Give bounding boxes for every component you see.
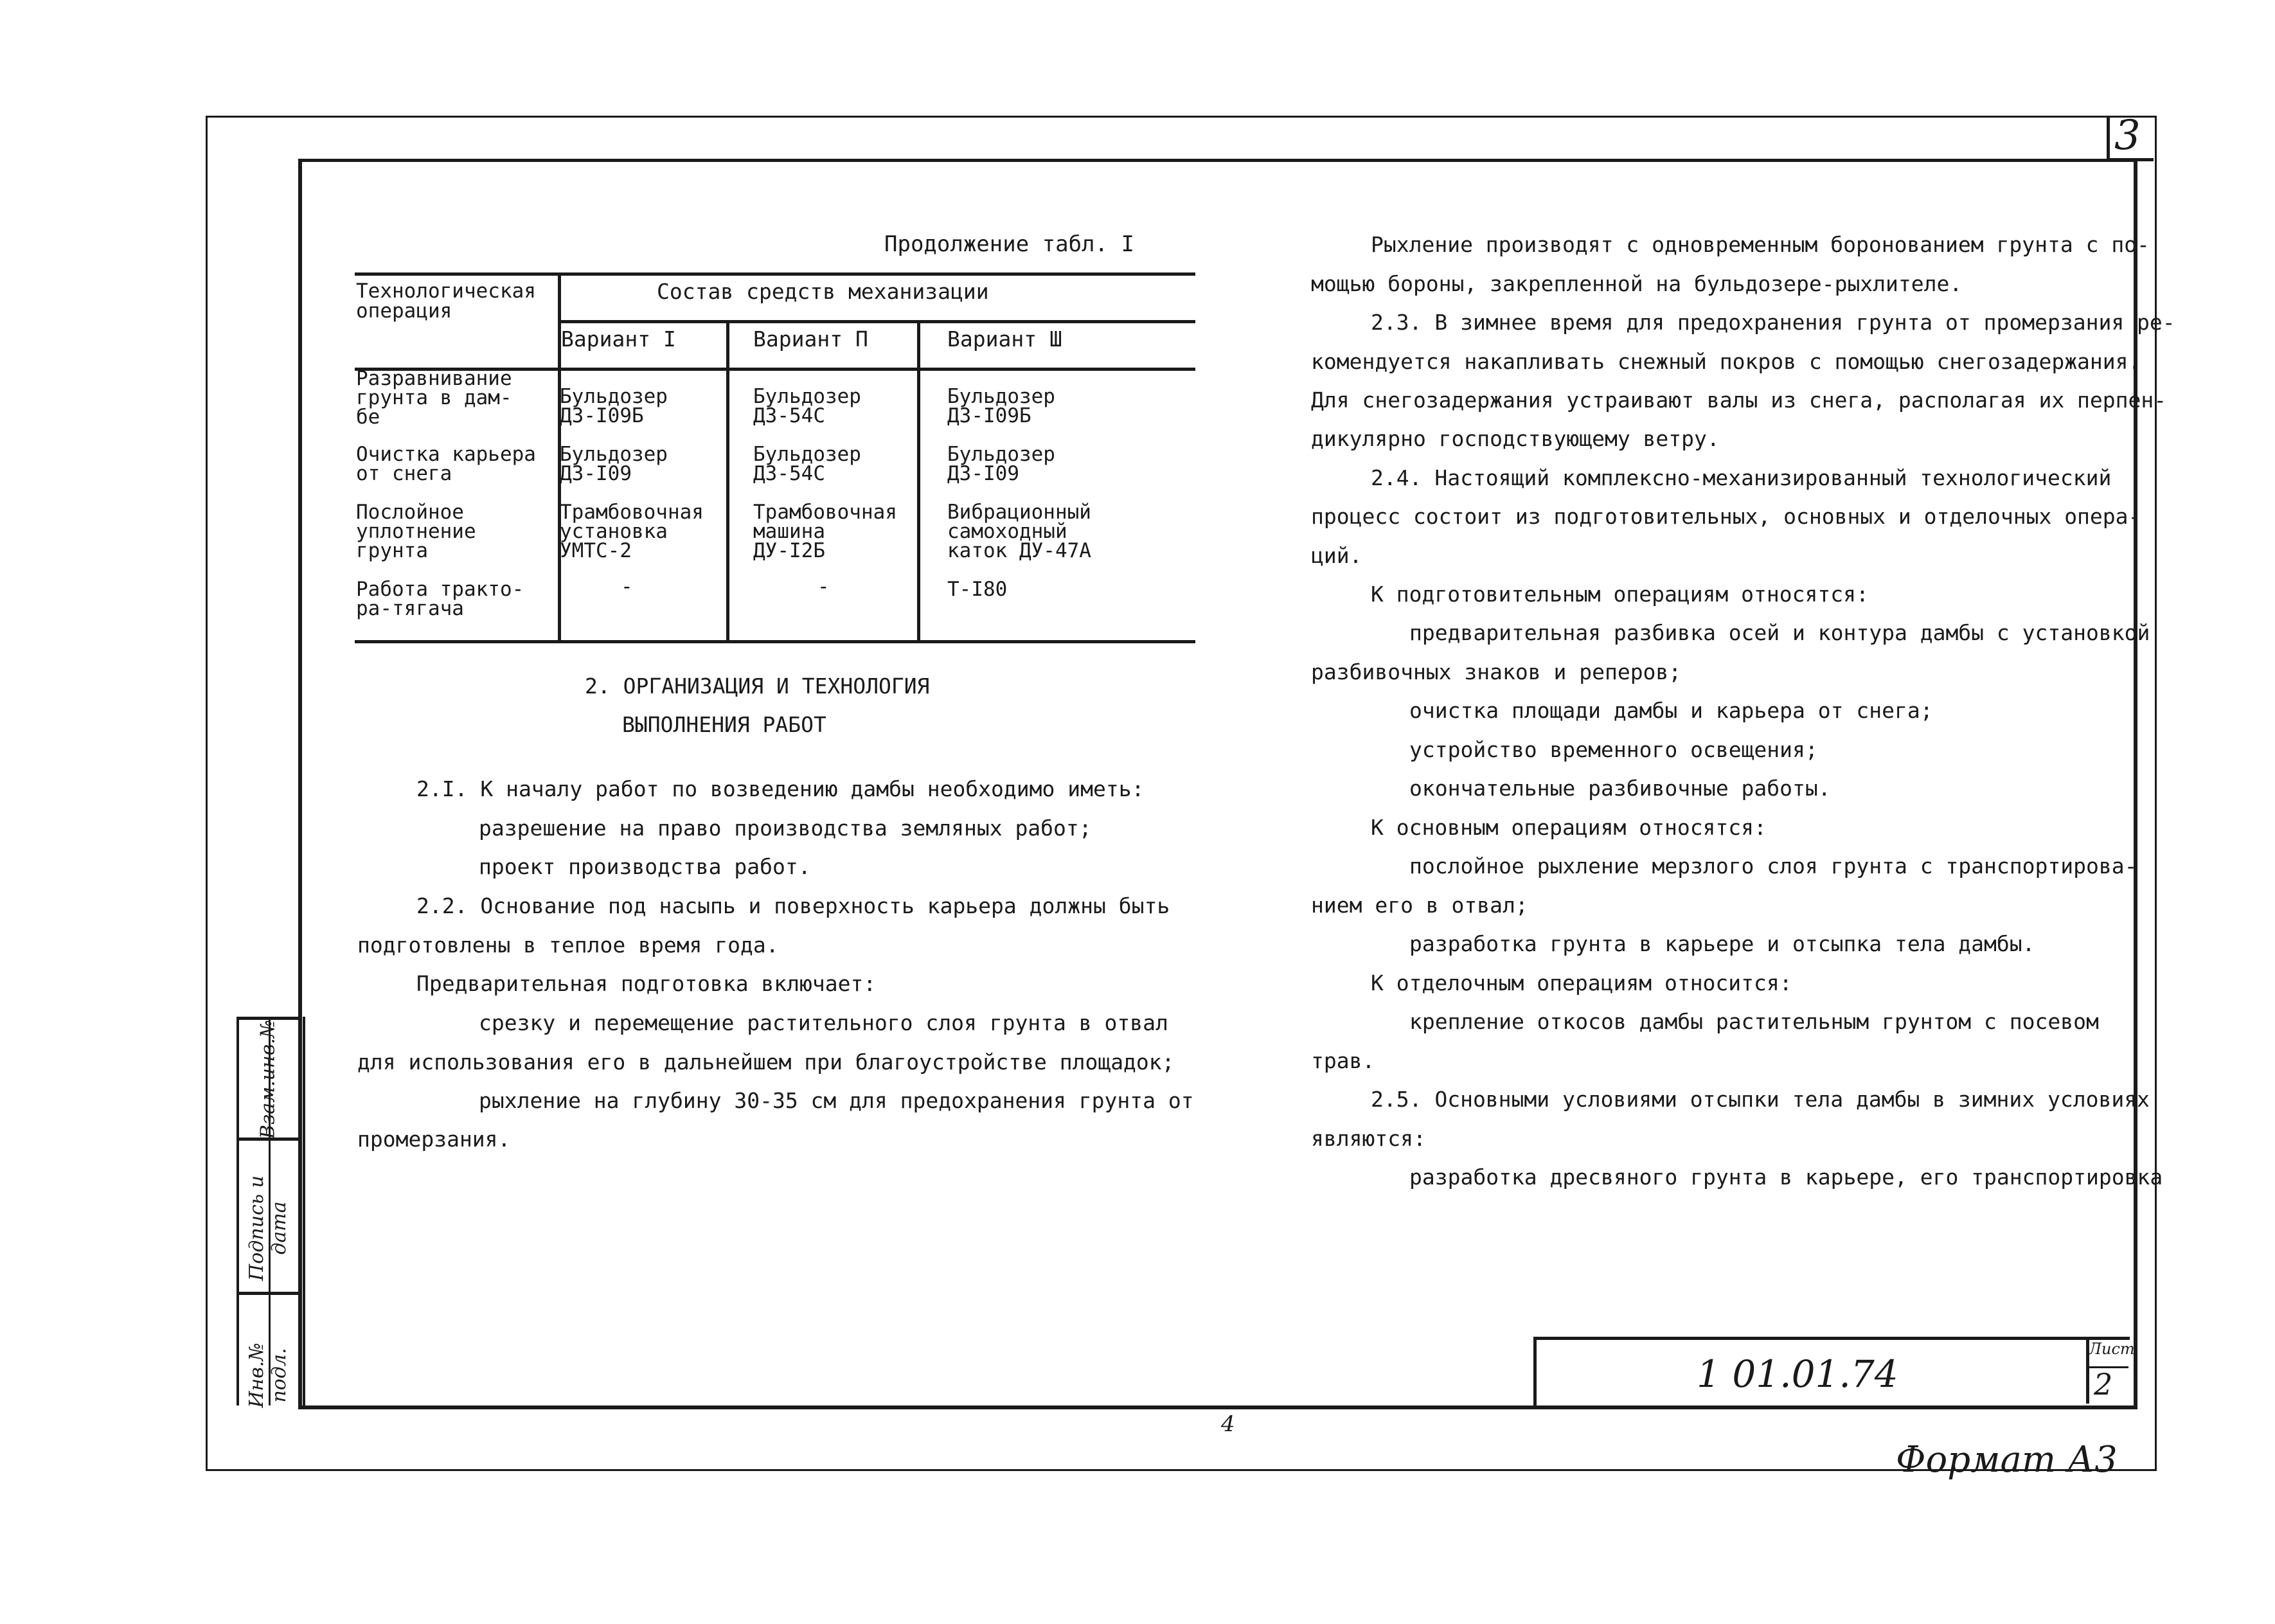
right-line: послойное рыхление мерзлого слоя грунта с транспортирова-: [1409, 853, 2137, 879]
left-line: 2.2. Основание под насыпь и поверхность карьера должны быть: [416, 893, 1170, 918]
table-group-rule: [558, 320, 1195, 323]
document-code: 1 01.01.74: [1697, 1352, 1898, 1396]
stamp-label-inv: Инв.№ подл.: [245, 1343, 290, 1408]
right-line: мощью бороны, закрепленной на бульдозере-рыхлителе.: [1311, 271, 1963, 296]
right-line: разбивочных знаков и реперов;: [1311, 659, 1682, 684]
table-cell-v1: Бульдозер ДЗ-I09Б: [560, 385, 668, 427]
table-bottom-rule: [355, 640, 1195, 643]
right-line: 2.3. В зимнее время для предохранения грунта от промерзания ре-: [1371, 310, 2175, 335]
left-line: срезку и перемещение растительного слоя грунта в отвал: [479, 1010, 1168, 1035]
right-line: комендуется накапливать снежный покров с помощью снегозадержания.: [1311, 349, 2141, 374]
right-line: К основным операциям относятся:: [1371, 815, 1767, 840]
table-header-group: Состав средств механизации: [657, 279, 989, 304]
table-cell-op: Очистка карьера от снега: [356, 443, 536, 485]
stamp-label-signature: Подпись и дата: [245, 1175, 290, 1281]
right-line: 2.4. Настоящий комплексно-механизированный технологический: [1371, 465, 2112, 490]
table-cell-v2: Бульдозер ДЗ-54С: [753, 385, 861, 427]
table-col-rule: [917, 320, 920, 641]
right-line: К отделочным операциям относится:: [1371, 970, 1792, 995]
table-caption: Продолжение табл. I: [884, 231, 1134, 257]
table-cell-v2: -: [817, 575, 830, 598]
table-cell-op: Работа тракто- ра-тягача: [356, 578, 524, 620]
right-line: процесс состоит из подготовительных, основных и отделочных опера-: [1311, 504, 2141, 529]
right-line: ций.: [1311, 543, 1362, 568]
table-cell-v1: Трамбовочная установка УМТС-2: [560, 501, 704, 562]
table-header-variant-3: Вариант Ш: [947, 326, 1062, 352]
table-header-operation: Технологическая операция: [356, 280, 536, 323]
right-line: устройство временного освещения;: [1409, 737, 1818, 762]
right-line: разработка грунта в карьере и отсыпка тела дамбы.: [1409, 931, 2035, 956]
right-line: крепление откосов дамбы растительным грунтом с посевом: [1409, 1009, 2099, 1034]
table-cell-v1: Бульдозер ДЗ-I09: [560, 443, 668, 485]
table-header-variant-1: Вариант I: [561, 326, 676, 352]
table-cell-v3: Бульдозер ДЗ-I09: [947, 443, 1055, 485]
table-cell-op: Послойное уплотнение грунта: [356, 501, 476, 562]
right-line: К подготовительным операциям относятся:: [1371, 582, 1869, 607]
right-line: разработка дресвяного грунта в карьере, его транспортировка: [1409, 1164, 2163, 1190]
table-top-rule: [355, 272, 1195, 276]
right-line: окончательные разбивочные работы.: [1409, 776, 1831, 801]
right-line: Для снегозадержания устраивают валы из снега, располагая их перпен-: [1311, 388, 2167, 413]
sheet-number: 2: [2094, 1367, 2113, 1402]
right-line: очистка площади дамбы и карьера от снега;: [1409, 698, 1933, 723]
table-cell-op: Разравнивание грунта в дам- бе: [356, 367, 512, 429]
sheet-badge: 3: [2114, 112, 2141, 159]
section-heading-line-2: ВЫПОЛНЕНИЯ РАБОТ: [622, 712, 826, 737]
left-line: Предварительная подготовка включает:: [416, 971, 877, 996]
left-line: разрешение на право производства земляных работ;: [479, 816, 1092, 841]
table-cell-v1: -: [621, 575, 633, 598]
left-line: для использования его в дальнейшем при благоустройстве площадок;: [357, 1049, 1175, 1075]
right-line: дикулярно господствующему ветру.: [1311, 426, 1720, 451]
table-cell-v3: Бульдозер ДЗ-I09Б: [947, 385, 1055, 427]
page-number: 4: [1221, 1411, 1235, 1437]
right-line: трав.: [1311, 1048, 1375, 1073]
table-cell-v3: Вибрационный самоходный каток ДУ-47А: [947, 501, 1091, 562]
table-cell-v2: Бульдозер ДЗ-54С: [753, 443, 861, 485]
left-line: промерзания.: [357, 1127, 511, 1152]
left-line: подготовлены в теплое время года.: [357, 932, 779, 958]
right-line: предварительная разбивка осей и контура дамбы с установкой: [1409, 620, 2150, 645]
left-line: рыхление на глубину 30-35 см для предохранения грунта от: [479, 1088, 1194, 1113]
section-heading-line-1: 2. ОРГАНИЗАЦИЯ И ТЕХНОЛОГИЯ: [585, 674, 930, 699]
stamp-label-replace: Взам.инв.№: [256, 1019, 280, 1139]
right-line: Рыхление производят с одновременным боронованием грунта с по-: [1371, 232, 2150, 257]
table-header-variant-2: Вариант П: [753, 326, 868, 352]
table-col-rule: [726, 320, 729, 641]
format-note: Формат А3: [1896, 1439, 2118, 1481]
right-line: являются:: [1311, 1126, 1426, 1151]
sheet-label: Лист: [2089, 1340, 2135, 1358]
table-cell-v3: Т-I80: [947, 578, 1008, 601]
table-cell-v2: Трамбовочная машина ДУ-I2Б: [753, 501, 897, 562]
right-line: 2.5. Основными условиями отсыпки тела дамбы в зимних условиях: [1371, 1087, 2150, 1112]
left-line: проект производства работ.: [479, 854, 811, 879]
right-line: нием его в отвал;: [1311, 893, 1528, 918]
left-line: 2.I. К началу работ по возведению дамбы необходимо иметь:: [416, 776, 1145, 801]
